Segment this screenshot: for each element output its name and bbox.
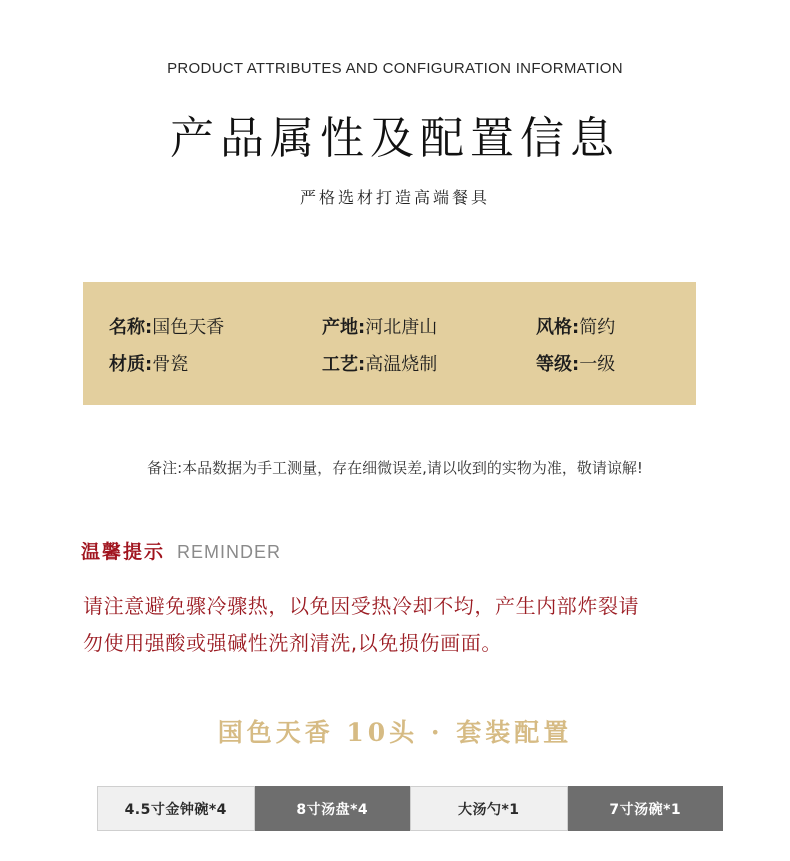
reminder-line: 请注意避免骤冷骤热，以免因受热冷却不均，产生内部炸裂请 bbox=[83, 594, 640, 618]
measurement-note: 备注:本品数据为手工测量，存在细微误差,请以收到的实物为准，敬请谅解! bbox=[147, 459, 643, 477]
attribute-key: 材质: bbox=[109, 354, 153, 375]
config-item: 大汤勺*1 bbox=[410, 786, 568, 831]
attribute-key: 风格: bbox=[536, 317, 580, 338]
reminder-line: 勿使用强酸或强碱性洗剂清洗,以免损伤画面。 bbox=[83, 631, 502, 655]
attribute-origin bbox=[322, 313, 437, 339]
reminder-title-cn: 温馨提示 bbox=[81, 541, 166, 563]
attribute-craft bbox=[322, 350, 437, 376]
attribute-value: 国色天香 bbox=[152, 317, 225, 338]
attribute-style bbox=[536, 313, 615, 339]
tagline: 严格选材打造高端餐具 bbox=[299, 188, 490, 207]
attribute-value: 骨瓷 bbox=[152, 354, 189, 375]
set-config-bar bbox=[97, 786, 723, 831]
page-title: 产品属性及配置信息 bbox=[170, 113, 620, 164]
attributes-panel bbox=[83, 282, 696, 405]
attribute-name bbox=[109, 313, 224, 339]
attribute-key: 等级: bbox=[536, 354, 580, 375]
attribute-key: 名称: bbox=[109, 317, 153, 338]
attribute-key: 工艺: bbox=[322, 354, 366, 375]
attribute-value: 简约 bbox=[579, 317, 616, 338]
attribute-value: 高温烧制 bbox=[365, 354, 438, 375]
config-item: 7寸汤碗*1 bbox=[568, 786, 724, 831]
subtitle-en: PRODUCT ATTRIBUTES AND CONFIGURATION INFORMATION bbox=[167, 60, 623, 77]
attribute-key: 产地: bbox=[322, 317, 366, 338]
reminder-title-en: REMINDER bbox=[177, 542, 282, 562]
attribute-value: 河北唐山 bbox=[365, 317, 438, 338]
config-item: 8寸汤盘*4 bbox=[255, 786, 411, 831]
config-item: 4.5寸金钟碗*4 bbox=[97, 786, 255, 831]
set-title: 国色天香 10头 · 套装配置 bbox=[217, 718, 573, 747]
reminder-heading bbox=[81, 537, 281, 564]
attribute-value: 一级 bbox=[579, 354, 616, 375]
attribute-material bbox=[109, 350, 188, 376]
attribute-grade bbox=[536, 350, 615, 376]
